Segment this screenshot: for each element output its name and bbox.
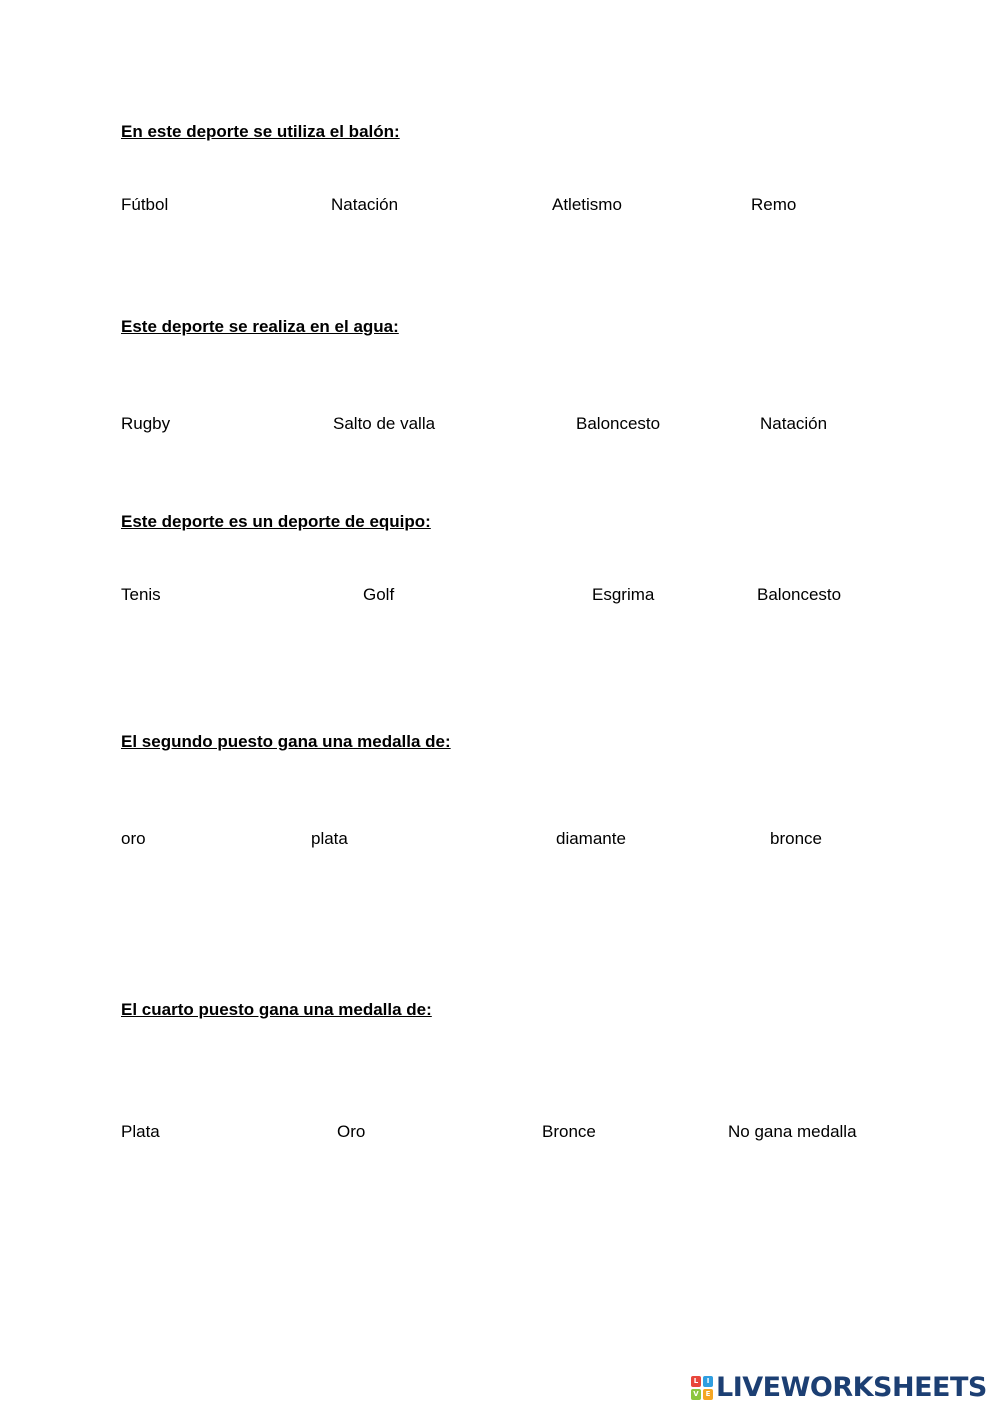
question-3-option-4[interactable]: Baloncesto: [757, 585, 842, 604]
logo-tile-v: V: [691, 1389, 701, 1400]
question-3-option-3[interactable]: Esgrima: [592, 585, 655, 604]
question-2-option-1[interactable]: Rugby: [121, 414, 171, 433]
question-1-title: En este deporte se utiliza el balón:: [121, 122, 400, 141]
question-2-option-2[interactable]: Salto de valla: [333, 414, 436, 433]
question-1-option-2[interactable]: Natación: [331, 195, 399, 214]
question-2-option-4[interactable]: Natación: [760, 414, 828, 433]
liveworksheets-logo-icon: [691, 1376, 713, 1400]
question-5-option-4[interactable]: No gana medalla: [728, 1122, 857, 1141]
question-3-option-1[interactable]: Tenis: [121, 585, 161, 604]
question-4-option-2[interactable]: plata: [311, 829, 348, 848]
question-5-title: El cuarto puesto gana una medalla de:: [121, 1000, 432, 1019]
question-5-option-1[interactable]: Plata: [121, 1122, 160, 1141]
question-4-option-3[interactable]: diamante: [556, 829, 626, 848]
logo-tile-l: L: [691, 1376, 701, 1387]
question-4-title: El segundo puesto gana una medalla de:: [121, 732, 451, 751]
question-5-option-3[interactable]: Bronce: [542, 1122, 596, 1141]
logo-tile-i: I: [703, 1376, 713, 1387]
question-3-option-2[interactable]: Golf: [363, 585, 395, 604]
question-4-option-4[interactable]: bronce: [770, 829, 822, 848]
liveworksheets-brand: [691, 1373, 987, 1403]
question-4-option-1[interactable]: oro: [121, 829, 146, 848]
question-2-option-3[interactable]: Baloncesto: [576, 414, 661, 433]
brand-name: LIVEWORKSHEETS: [716, 1372, 987, 1403]
question-3-title: Este deporte es un deporte de equipo:: [121, 512, 431, 531]
question-1-option-1[interactable]: Fútbol: [121, 195, 169, 214]
question-2-title: Este deporte se realiza en el agua:: [121, 317, 399, 336]
question-1-option-3[interactable]: Atletismo: [552, 195, 622, 214]
question-5-option-2[interactable]: Oro: [337, 1122, 366, 1141]
logo-tile-e: E: [703, 1389, 713, 1400]
question-1-option-4[interactable]: Remo: [751, 195, 797, 214]
